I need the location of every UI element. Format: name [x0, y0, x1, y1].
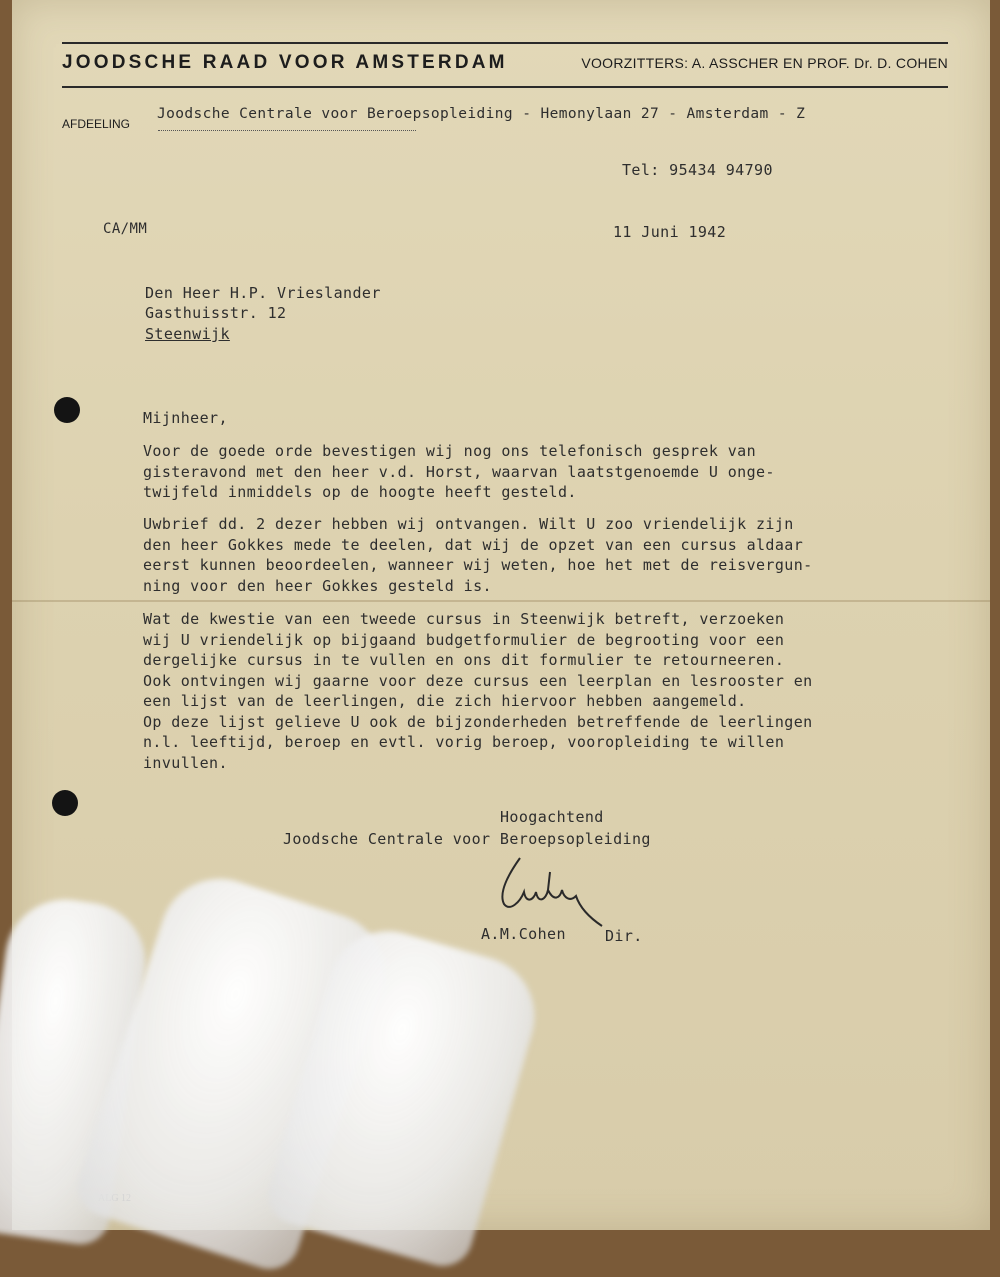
- punch-hole-bottom: [52, 790, 78, 816]
- punch-hole-top: [54, 397, 80, 423]
- letterhead-bottom-rule: [62, 86, 948, 88]
- letterhead: [62, 52, 948, 74]
- letterhead-top-rule: [62, 42, 948, 44]
- letter-date: 11 Juni 1942: [613, 223, 727, 241]
- paper-fold-line: [12, 600, 990, 602]
- reference-code: CA/MM: [103, 221, 148, 237]
- paragraph-3: Wat de kwestie van een tweede cursus in Steenwijk betreft, verzoeken wij U vriendelijk op bijgaand budgetformulier de begrooting voor een dergelijke cursus in te vullen en ons dit formulier te retourneeren. Ook ontvingen wij gaarne voor deze cursus een leerplan en lesrooster en een lijst van de leerlingen, die zich hiervoor hebben aangemeld. Op deze lijst gelieve U ook de bijzonderheden betreffende de leerlingen n.l. leeftijd, beroep en evtl. vorig beroep, vooropleiding te willen invullen.: [143, 610, 813, 772]
- recipient-city: Steenwijk: [145, 325, 230, 343]
- department-address: Joodsche Centrale voor Beroepsopleiding - Hemonylaan 27 - Amsterdam - Z: [157, 106, 806, 122]
- paragraph-2: Uwbrief dd. 2 dezer hebben wij ontvangen. Wilt U zoo vriendelijk zijn den heer Gokkes mede te deelen, dat wij de opzet van een cursus aldaar eerst kunnen beoordeelen, wanneer wij weten, hoe het met de reisvergun- ning voor den heer Gokkes gesteld is.: [143, 515, 813, 595]
- recipient-street: Gasthuisstr. 12: [145, 304, 287, 322]
- salutation: Mijnheer,: [143, 409, 228, 427]
- signatory-name: A.M.Cohen: [481, 925, 566, 943]
- paragraph-1: Voor de goede orde bevestigen wij nog ons telefonisch gesprek van gisteravond met den heer v.d. Horst, waarvan laatstgenoemde U onge- twijfeld inmiddels op de hoogte heeft gesteld.: [143, 442, 775, 501]
- handwritten-signature: [490, 852, 610, 932]
- organization-name: JOODSCHE RAAD VOOR AMSTERDAM: [62, 52, 508, 73]
- department-dotted-line: [158, 130, 416, 131]
- chairmen-line: VOORZITTERS: A. ASSCHER EN PROF. Dr. D. COHEN: [581, 55, 948, 71]
- recipient-name: Den Heer H.P. Vrieslander: [145, 284, 381, 302]
- telephone: Tel: 95434 94790: [622, 161, 773, 179]
- signatory-title: Dir.: [605, 927, 643, 945]
- department-label: AFDEELING: [62, 117, 131, 131]
- closing: Hoogachtend: [500, 808, 604, 826]
- sender-organization: Joodsche Centrale voor Beroepsopleiding: [283, 830, 651, 848]
